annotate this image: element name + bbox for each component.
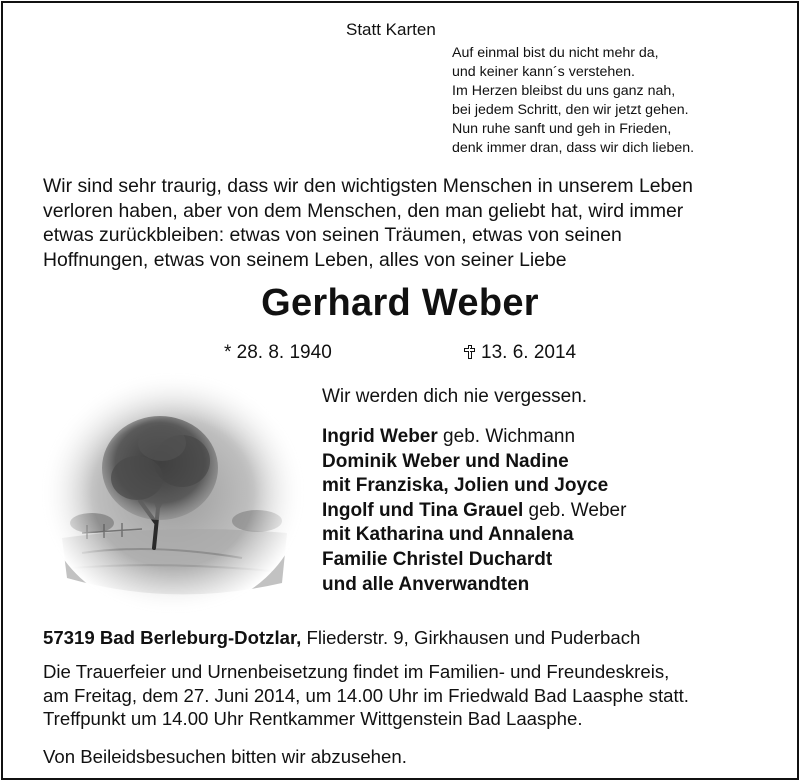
mourner-name: mit Franziska, Jolien und Joyce <box>322 475 609 497</box>
death-date-block <box>464 342 576 364</box>
birth-date: * 28. 8. 1940 <box>224 342 332 363</box>
mourner-note: geb. Weber <box>523 499 627 521</box>
mourner-name: Familie Christel Duchardt <box>322 548 553 570</box>
address-details: Fliederstr. 9, Girkhausen und Puderbach <box>301 627 641 648</box>
ceremony-paragraph <box>43 660 689 731</box>
intro-paragraph <box>43 174 693 272</box>
poem-line: und keiner kann´s verstehen. <box>452 64 635 80</box>
address-line <box>43 627 640 649</box>
mourner-name: Ingolf und Tina Grauel <box>322 499 524 521</box>
tree-landscape-image <box>42 373 304 613</box>
death-date: 13. 6. 2014 <box>481 342 577 363</box>
mourner-note: geb. Wichmann <box>437 426 576 447</box>
mourner-line <box>322 474 626 499</box>
poem-line: denk immer dran, dass wir dich lieben. <box>452 140 695 156</box>
poem-line: Auf einmal bist du nicht mehr da, <box>452 45 659 61</box>
poem-line: Im Herzen bleibst du uns ganz nah, <box>452 83 676 99</box>
mourner-line <box>322 523 626 548</box>
intro-line: etwas zurückbleiben: etwas von seinen Träumen, etwas von seinen <box>43 224 622 246</box>
mourner-name: und alle Anverwandten <box>322 573 530 595</box>
ceremony-line: am Freitag, dem 27. Juni 2014, um 14.00 Uhr im Friedwald Bad Laasphe statt. <box>43 684 689 706</box>
mourner-line <box>322 425 626 450</box>
deceased-name: Gerhard Weber <box>261 282 539 324</box>
mourner-line <box>322 573 626 598</box>
ceremony-line: Die Trauerfeier und Urnenbeisetzung findet im Familien- und Freundeskreis, <box>43 661 670 682</box>
mourner-line <box>322 548 626 573</box>
intro-line: verloren haben, aber von dem Menschen, den man geliebt hat, wird immer <box>43 199 684 222</box>
poem-line: Nun ruhe sanft und geh in Frieden, <box>452 121 672 137</box>
mourners-list <box>322 425 626 597</box>
remembrance-line: Wir werden dich nie vergessen. <box>322 386 588 407</box>
intro-line: Wir sind sehr traurig, dass wir den wichtigsten Menschen in unserem Leben <box>43 175 693 197</box>
mourner-line <box>322 499 626 524</box>
address-city: 57319 Bad Berleburg-Dotzlar, <box>43 627 302 648</box>
mourner-line <box>322 450 626 475</box>
footer-note: Von Beileidsbesuchen bitten wir abzusehen. <box>43 746 407 767</box>
cross-icon <box>464 345 475 359</box>
mourner-name: mit Katharina und Annalena <box>322 524 574 546</box>
mourner-name: Ingrid Weber <box>322 426 438 447</box>
intro-line: Hoffnungen, etwas von seinem Leben, alles von seiner Liebe <box>43 248 567 271</box>
mourner-name: Dominik Weber und Nadine <box>322 450 569 472</box>
poem-line: bei jedem Schritt, den wir jetzt gehen. <box>452 102 689 118</box>
poem <box>452 44 694 158</box>
statt-karten-heading: Statt Karten <box>346 20 436 39</box>
ceremony-line: Treffpunkt um 14.00 Uhr Rentkammer Wittgenstein Bad Laasphe. <box>43 708 583 729</box>
